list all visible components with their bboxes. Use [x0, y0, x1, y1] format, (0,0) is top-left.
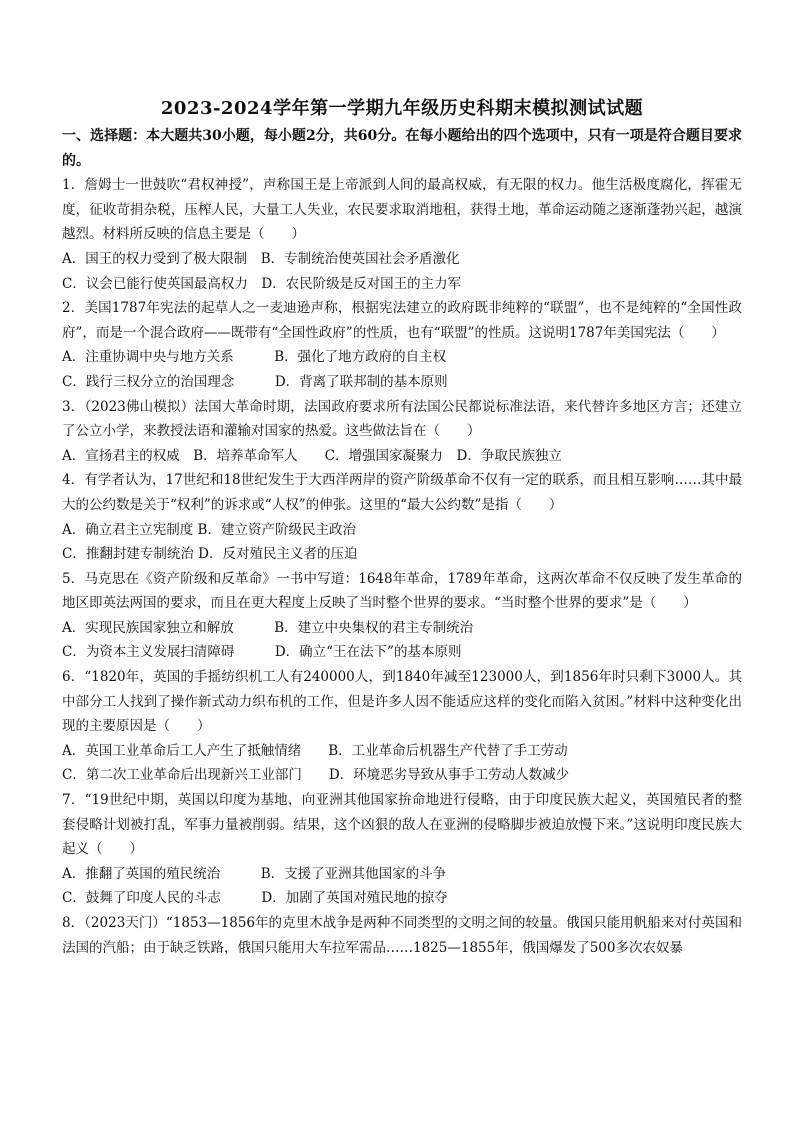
page-title: 2023-2024学年第一学期九年级历史科期末模拟测试试题	[160, 98, 644, 119]
option-line: C．践行三权分立的治国理念 D．背离了联邦制的基本原则	[62, 373, 448, 390]
option-line: A．确立君主立宪制度 B．建立资产阶级民主政治	[62, 521, 356, 538]
question-stem: 7．“19世纪中期，英国以印度为基地，向亚洲其他国家拚命地进行侵略，由于印度民族大起义，英国殖民者的整套侵略计划被打乱，军事力量被削弱。结果，这个凶狠的敌人在亚洲的侵略脚步被迫放慢下来。”这说明印度民族大起义（ ）	[62, 792, 742, 858]
question-2	[62, 296, 742, 394]
question-5	[62, 567, 742, 665]
question-stem: 6．“1820年，英国的手摇纺织机工人有240000人，到1840年减至123000人，到1856年时只剩下3000人。其中部分工人找到了操作新式动力织布机的工作，但是许多人因不能适应这样的变化而陷入贫困。”材料中这种变化出现的主要原因是（ ）	[62, 669, 742, 735]
question-stem: 1．詹姆士一世鼓吹“君权神授”，声称国王是上帝派到人间的最高权威，有无限的权力。他生活极度腐化，挥霍无度，征收苛捐杂税，压榨人民，大量工人失业，农民要求取消地租，获得土地，革命运动随之逐渐蓬勃兴起，越演越烈。材料所反映的信息主要是（ ）	[62, 177, 742, 243]
option-line: A．英国工业革命后工人产生了抵触情绪 B．工业革命后机器生产代替了手工劳动	[62, 742, 568, 759]
option-line: C．鼓舞了印度人民的斗志 D．加剧了英国对殖民地的掠夺	[62, 890, 448, 907]
section-heading: 一、选择题：本大题共30小题，每小题2分，共60分。在每小题给出的四个选项中，只有一项是符合题目要求的。	[62, 128, 742, 169]
option-line: A．推翻了英国的殖民统治 B．支援了亚洲其他国家的斗争	[62, 865, 447, 882]
option-line: A．宣扬君主的权威 B．培养革命军人 C．增强国家凝聚力 D．争取民族独立	[62, 447, 562, 464]
question-stem: 8．（2023天门）“1853—1856年的克里木战争是两种不同类型的文明之间的较量。俄国只能用帆船来对付英国和法国的汽船；由于缺乏铁路，俄国只能用大车拉军需品……1825—1855年，俄国爆发了500多次农奴暴	[62, 915, 742, 956]
question-stem: 3．（2023佛山模拟）法国大革命时期，法国政府要求所有法国公民都说标准法语，来代替许多地区方言；还建立了公立小学，来教授法语和灌输对国家的热爱。这些做法旨在（ ）	[62, 398, 742, 440]
option-line: A．实现民族国家独立和解放 B．建立中央集权的君主专制统治	[62, 619, 474, 636]
question-4	[62, 468, 742, 566]
question-stem: 2．美国1787年宪法的起草人之一麦迪逊声称，根据宪法建立的政府既非纯粹的“联盟”，也不是纯粹的“全国性政府”，而是一个混合政府——既带有“全国性政府”的性质，也有“联盟”的性质。这说明1787年美国宪法（ ）	[62, 300, 742, 341]
question-stem: 5．马克思在《资产阶级和反革命》一书中写道：1648年革命，1789年革命，这两次革命不仅反映了发生革命的地区即英法两国的要求，而且在更大程度上反映了当时整个世界的要求。“当时整个世界的要求”是（ ）	[62, 570, 742, 612]
option-line: A．国王的权力受到了极大限制 B．专制统治使英国社会矛盾激化	[62, 250, 460, 267]
question-6	[62, 665, 742, 788]
option-line: C．为资本主义发展扫清障碍 D．确立“王在法下”的基本原则	[62, 644, 462, 661]
question-7	[62, 788, 742, 911]
question-3	[62, 395, 742, 469]
option-line: C．推翻封建专制统治 D．反对殖民主义者的压迫	[62, 546, 358, 563]
option-line: C．议会已能行使英国最高权力 D．农民阶级是反对国王的主力军	[62, 275, 462, 292]
question-8	[62, 911, 742, 960]
option-line: C．第二次工业革命后出现新兴工业部门 D．环境恶劣导致从事手工劳动人数减少	[62, 767, 570, 784]
option-line: A．注重协调中央与地方关系 B．强化了地方政府的自主权	[62, 349, 447, 366]
question-1	[62, 173, 742, 296]
question-stem: 4．有学者认为，17世纪和18世纪发生于大西洋两岸的资产阶级革命不仅有一定的联系，而且相互影响……其中最大的公约数是关于“权利”的诉求或“人权”的伸张。这里的“最大公约数”是指（ ）	[62, 472, 742, 513]
